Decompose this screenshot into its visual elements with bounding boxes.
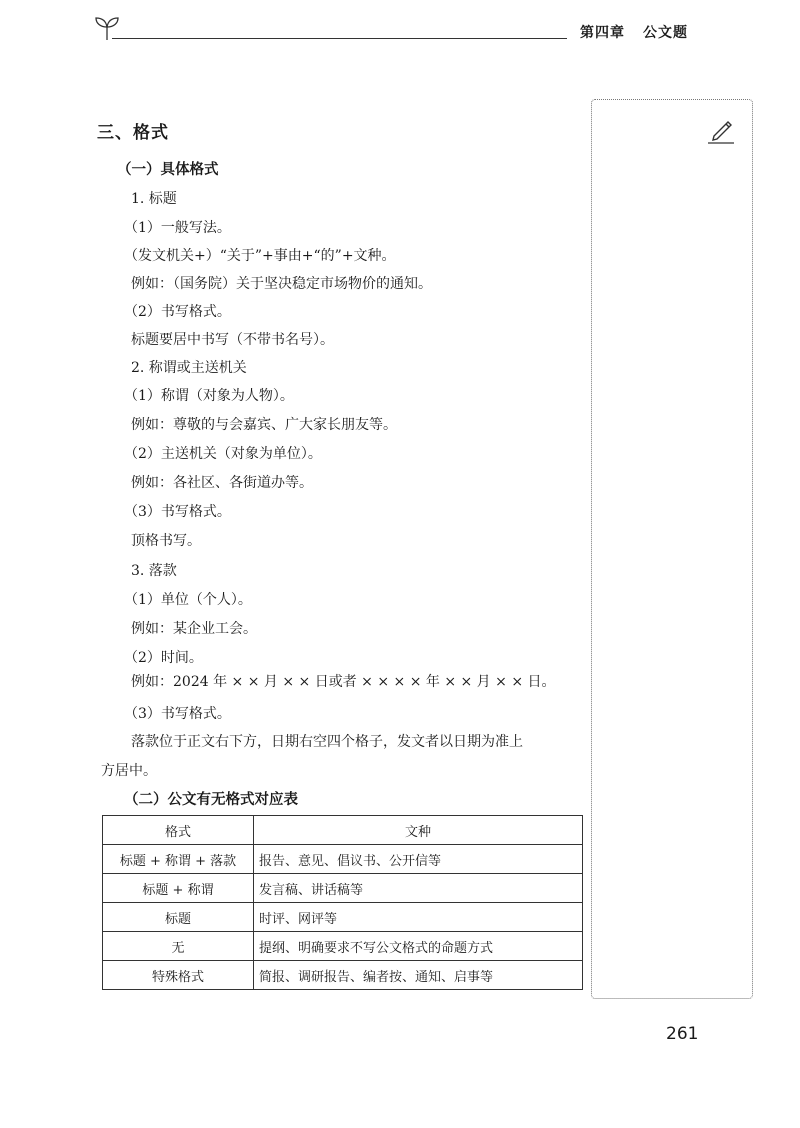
text-line: （1）单位（个人）。 — [124, 592, 252, 608]
text-line: （1）一般写法。 — [124, 220, 231, 236]
text-line: 顶格书写。 — [131, 533, 201, 549]
header-chapter: 第四章 — [580, 25, 625, 41]
text-line: （2）主送机关（对象为单位）。 — [124, 446, 322, 462]
table-row — [103, 961, 583, 990]
text-line: （3）书写格式。 — [124, 504, 231, 520]
table-row — [103, 932, 583, 961]
text-line: 例如：（国务院）关于坚决稳定市场物价的通知。 — [131, 276, 432, 292]
table-cell: 特殊格式 — [103, 961, 254, 990]
text-line: 例如：各社区、各街道办等。 — [131, 475, 313, 491]
table-row — [103, 874, 583, 903]
section-heading: 三、格式 — [97, 123, 169, 143]
table-cell: 提纲、明确要求不写公文格式的命题方式 — [254, 932, 583, 961]
table-header-cell: 文种 — [254, 816, 583, 845]
table-cell: 标题 — [103, 903, 254, 932]
text-line: 标题要居中书写（不带书名号）。 — [131, 332, 334, 348]
text-line: （2）时间。 — [124, 650, 203, 666]
text-line: （发文机关+）“关于”+事由+“的”+文种。 — [124, 248, 396, 264]
page-number: 261 — [666, 1024, 699, 1044]
text-line: 例如：2024 年 × × 月 × × 日或者 × × × × 年 × × 月 × × 日。 — [131, 674, 556, 690]
text-line: 方居中。 — [101, 763, 157, 779]
table-cell: 简报、调研报告、编者按、通知、启事等 — [254, 961, 583, 990]
table-row — [103, 903, 583, 932]
table-cell: 无 — [103, 932, 254, 961]
table-header-row — [103, 816, 583, 845]
text-line: 1. 标题 — [131, 191, 177, 207]
text-line: （3）书写格式。 — [124, 706, 231, 722]
sub-heading-specific-format: （一）具体格式 — [117, 162, 219, 178]
table-cell: 标题 + 称谓 — [103, 874, 254, 903]
text-line: （2）书写格式。 — [124, 304, 231, 320]
pencil-icon — [706, 116, 736, 146]
notes-panel — [591, 99, 753, 999]
table-cell: 报告、意见、倡议书、公开信等 — [254, 845, 583, 874]
table-cell: 发言稿、讲话稿等 — [254, 874, 583, 903]
header-title: 公文题 — [643, 25, 688, 41]
text-line: 例如：某企业工会。 — [131, 621, 257, 637]
format-table — [102, 815, 583, 990]
text-line: 落款位于正文右下方，日期右空四个格子，发文者以日期为准上 — [131, 734, 523, 750]
sub-heading-format-table: （二）公文有无格式对应表 — [124, 792, 298, 808]
table-row — [103, 845, 583, 874]
table-cell: 时评、网评等 — [254, 903, 583, 932]
text-line: 2. 称谓或主送机关 — [131, 360, 247, 376]
header-rule — [112, 38, 567, 39]
table-cell: 标题 + 称谓 + 落款 — [103, 845, 254, 874]
table-header-cell: 格式 — [103, 816, 254, 845]
text-line: 例如：尊敬的与会嘉宾、广大家长朋友等。 — [131, 417, 397, 433]
text-line: 3. 落款 — [131, 563, 177, 579]
text-line: （1）称谓（对象为人物）。 — [124, 388, 294, 404]
